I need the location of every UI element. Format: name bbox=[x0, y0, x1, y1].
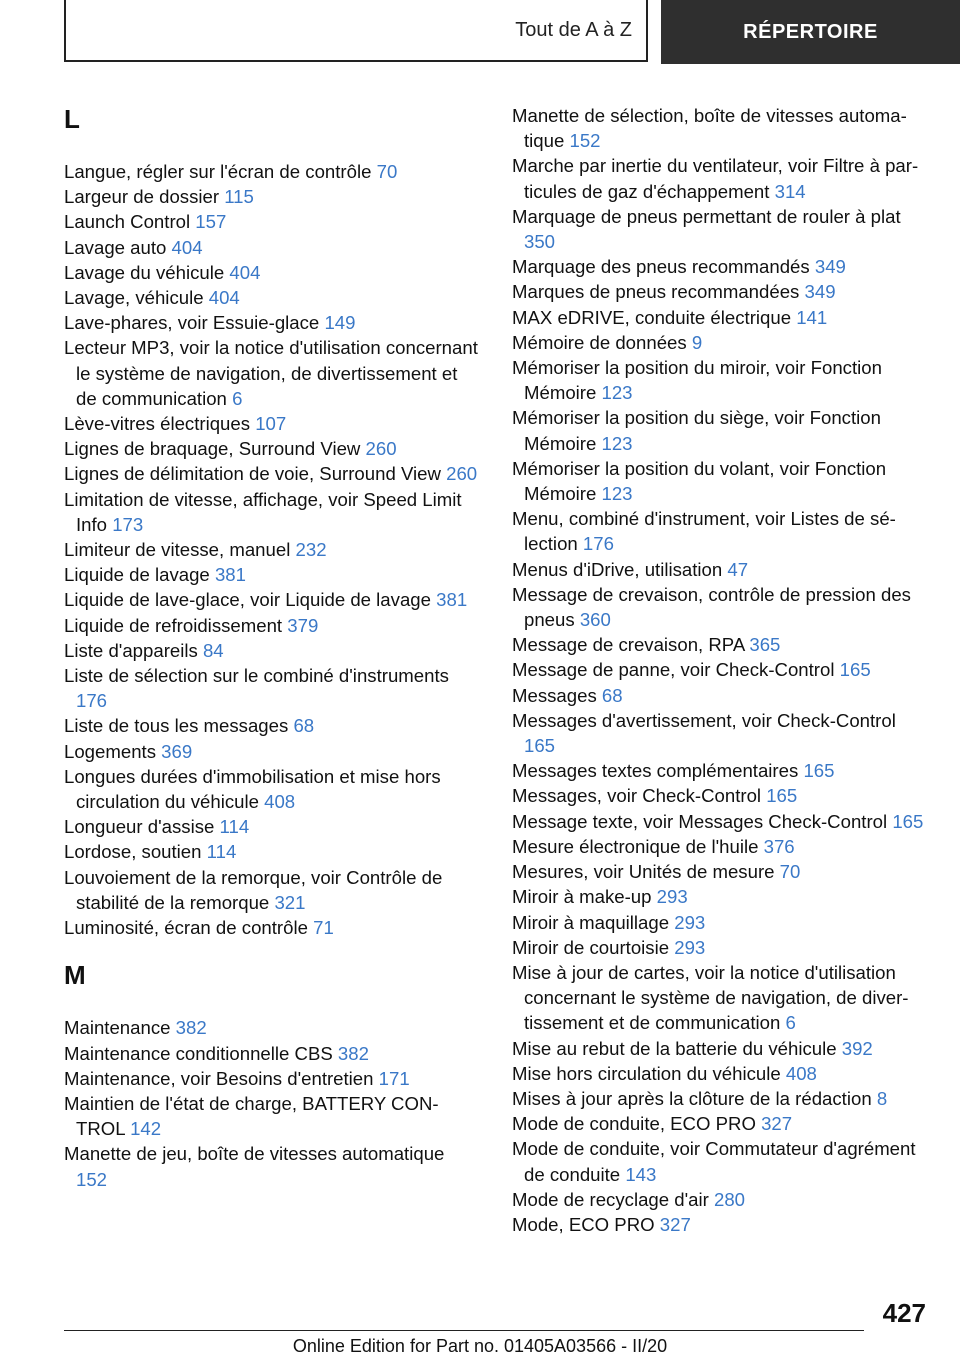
page-reference-link[interactable]: 8 bbox=[876, 1087, 888, 1109]
page-reference-link[interactable]: 68 bbox=[293, 715, 315, 737]
index-entry bbox=[512, 456, 928, 506]
index-entry-text: Liste d'appareils bbox=[64, 639, 198, 661]
index-entry bbox=[512, 657, 928, 682]
page-reference-link[interactable]: 165 bbox=[839, 659, 871, 681]
page-reference-link[interactable]: 293 bbox=[674, 936, 706, 958]
index-entry-text: Marche par inertie du ventilateur, voir Filtre à particules de gaz d'échappement bbox=[512, 155, 919, 202]
page-reference-link[interactable]: 376 bbox=[763, 835, 795, 857]
page-reference-link[interactable]: 115 bbox=[224, 186, 254, 208]
index-entry-text: Liste de tous les messages bbox=[64, 715, 289, 737]
index-entry bbox=[64, 915, 480, 940]
index-entry-text: Maintenance, voir Besoins d'entretien bbox=[64, 1067, 374, 1089]
index-entry bbox=[512, 1086, 928, 1111]
index-entry bbox=[64, 184, 480, 209]
index-entry-text: Mise au rebut de la batterie du véhicule bbox=[512, 1037, 837, 1059]
index-entry-text: Lecteur MP3, voir la notice d'utilisation concernant le système de navigation, de divertissement et de communication bbox=[64, 337, 478, 409]
index-entry-text: Launch Control bbox=[64, 211, 191, 233]
index-entry-text: Mises à jour après la clôture de la rédaction bbox=[512, 1087, 872, 1109]
index-entry bbox=[512, 1036, 928, 1061]
index-entry-text: Mémoriser la position du siège, voir Fonction Mémoire bbox=[512, 407, 881, 454]
index-entry bbox=[64, 814, 480, 839]
page-reference-link[interactable]: 123 bbox=[601, 382, 633, 404]
section-letter-l: L bbox=[64, 104, 80, 134]
page-reference-link[interactable]: 70 bbox=[779, 861, 801, 883]
index-entry bbox=[512, 103, 928, 153]
index-entry-text: Limitation de vitesse, affichage, voir Speed Limit Info bbox=[64, 488, 462, 535]
index-entry bbox=[512, 305, 928, 330]
index-entry bbox=[64, 663, 480, 713]
index-entry-text: Luminosité, écran de contrôle bbox=[64, 917, 308, 939]
page-reference-link[interactable]: 349 bbox=[814, 256, 846, 278]
index-entry-text: Marques de pneus recommandées bbox=[512, 281, 800, 303]
page-reference-link[interactable]: 165 bbox=[803, 760, 835, 782]
index-entry-text: Menus d'iDrive, utilisation bbox=[512, 558, 723, 580]
page-reference-link[interactable]: 404 bbox=[208, 287, 240, 309]
footer-divider bbox=[64, 1330, 864, 1331]
page-reference-link[interactable]: 9 bbox=[691, 331, 703, 353]
index-entry bbox=[64, 1091, 480, 1141]
index-entry-text: Mode de conduite, voir Commutateur d'agrément de conduite bbox=[512, 1138, 916, 1185]
page-reference-link[interactable]: 369 bbox=[161, 740, 193, 762]
page-reference-link[interactable]: 6 bbox=[785, 1012, 796, 1034]
page-reference-link[interactable]: 141 bbox=[796, 306, 828, 328]
index-entry bbox=[64, 537, 480, 562]
page-reference-link[interactable]: 107 bbox=[255, 413, 287, 435]
index-entry bbox=[64, 739, 480, 764]
index-entry bbox=[64, 1066, 480, 1091]
page-reference-link[interactable]: 123 bbox=[601, 483, 633, 505]
page-reference-link[interactable]: 260 bbox=[365, 438, 397, 460]
index-entry-text: Maintenance conditionnelle CBS bbox=[64, 1042, 333, 1064]
page-reference-link[interactable]: 321 bbox=[274, 891, 306, 913]
index-entry bbox=[64, 764, 480, 814]
index-entry-text: Longueur d'assise bbox=[64, 816, 215, 838]
index-entry bbox=[64, 159, 480, 184]
page-reference-link[interactable]: 123 bbox=[601, 432, 633, 454]
index-entry-text: Mesures, voir Unités de mesure bbox=[512, 861, 775, 883]
page-reference-link[interactable]: 293 bbox=[656, 886, 688, 908]
index-entry-text: Liquide de lavage bbox=[64, 564, 210, 586]
index-entry bbox=[512, 683, 928, 708]
index-entry bbox=[64, 1041, 480, 1066]
index-entry-text: Lavage auto bbox=[64, 236, 167, 258]
page-reference-link[interactable]: 408 bbox=[264, 791, 296, 813]
page-reference-link[interactable]: 114 bbox=[206, 841, 237, 863]
index-entry-text: Limiteur de vitesse, manuel bbox=[64, 539, 291, 561]
page-reference-link[interactable]: 176 bbox=[76, 690, 108, 712]
index-entry-text: Lavage, véhicule bbox=[64, 287, 204, 309]
index-entry-text: Messages, voir Check-Control bbox=[512, 785, 762, 807]
index-entry-text: Manette de sélection, boîte de vitesses automatique bbox=[512, 105, 907, 152]
page-reference-link[interactable]: 173 bbox=[112, 513, 144, 535]
index-entry bbox=[64, 436, 480, 461]
index-entry bbox=[64, 310, 480, 335]
index-entry-text: Liquide de lave-glace, voir Liquide de lavage bbox=[64, 589, 431, 611]
index-entry bbox=[64, 487, 480, 537]
page-reference-link[interactable]: 327 bbox=[761, 1113, 793, 1135]
page-reference-link[interactable]: 327 bbox=[659, 1213, 691, 1235]
page-reference-link[interactable]: 84 bbox=[202, 639, 224, 661]
index-entry-text: Mesure électronique de l'huile bbox=[512, 835, 759, 857]
index-entry bbox=[512, 254, 928, 279]
index-entry bbox=[512, 783, 928, 808]
index-column-right bbox=[512, 103, 928, 1237]
index-entry bbox=[512, 935, 928, 960]
index-entry-text: Lève-vitres électriques bbox=[64, 413, 251, 435]
page-reference-link[interactable]: 404 bbox=[229, 261, 261, 283]
page-reference-link[interactable]: 381 bbox=[214, 564, 246, 586]
page-reference-link[interactable]: 408 bbox=[785, 1062, 817, 1084]
index-entry-text: Messages d'avertissement, voir Check-Control bbox=[512, 709, 896, 731]
index-entry bbox=[512, 809, 928, 834]
index-entry-text: Lignes de délimitation de voie, Surround View bbox=[64, 463, 441, 485]
index-entry-text: Longues durées d'immobilisation et mise hors circulation du véhicule bbox=[64, 765, 441, 813]
page-reference-link[interactable]: 165 bbox=[524, 735, 556, 757]
index-entry-text: Liquide de refroidissement bbox=[64, 614, 283, 636]
index-entry-text: Maintien de l'état de charge, BATTERY CONTROL bbox=[64, 1092, 439, 1140]
page-number: 427 bbox=[882, 1298, 926, 1328]
index-entry-text: Mode de conduite, ECO PRO bbox=[512, 1113, 756, 1135]
page-reference-link[interactable]: 392 bbox=[841, 1037, 873, 1059]
index-entry bbox=[64, 613, 480, 638]
index-entry bbox=[64, 587, 480, 612]
page-reference-link[interactable]: 152 bbox=[76, 1168, 108, 1190]
index-entry-text: Mémoriser la position du miroir, voir Fonction Mémoire bbox=[512, 357, 882, 404]
index-entry-text: Lordose, soutien bbox=[64, 841, 202, 863]
index-entry-text: Menu, combiné d'instrument, voir Listes de sélection bbox=[512, 508, 896, 555]
index-entry-text: Marquage de pneus permettant de rouler à plat bbox=[512, 205, 901, 227]
index-entry-text: Message texte, voir Messages Check-Control bbox=[512, 810, 888, 832]
page-reference-link[interactable]: 379 bbox=[287, 614, 319, 636]
index-entry-text: Lave-phares, voir Essuie-glace bbox=[64, 312, 320, 334]
index-entry bbox=[512, 582, 928, 632]
page-reference-link[interactable]: 360 bbox=[579, 609, 611, 631]
index-entry-text: Marquage des pneus recommandés bbox=[512, 256, 810, 278]
index-entry-text: Miroir de courtoisie bbox=[512, 936, 670, 958]
index-entry bbox=[512, 632, 928, 657]
page-reference-link[interactable]: 70 bbox=[376, 161, 398, 182]
index-entry bbox=[64, 638, 480, 663]
index-entry bbox=[512, 1136, 928, 1186]
index-entry bbox=[512, 708, 928, 758]
index-entry-text: Mise hors circulation du véhicule bbox=[512, 1062, 781, 1084]
index-entry bbox=[512, 279, 928, 304]
index-list-m-continued bbox=[512, 103, 928, 1237]
index-entry-text: Langue, régler sur l'écran de contrôle bbox=[64, 161, 372, 182]
index-entry-text: Louvoiement de la remorque, voir Contrôle de stabilité de la remorque bbox=[64, 866, 443, 913]
index-entry bbox=[512, 910, 928, 935]
page-reference-link[interactable]: 381 bbox=[436, 589, 468, 611]
page-reference-link[interactable]: 143 bbox=[625, 1163, 657, 1185]
page-reference-link[interactable]: 171 bbox=[378, 1067, 410, 1089]
index-entry-text: Mode, ECO PRO bbox=[512, 1213, 655, 1235]
index-entry bbox=[512, 1061, 928, 1086]
index-entry-text: Miroir à make-up bbox=[512, 886, 652, 908]
page-reference-link[interactable]: 114 bbox=[219, 816, 250, 838]
index-entry bbox=[512, 834, 928, 859]
index-entry bbox=[64, 839, 480, 864]
index-entry-text: Mémoire de données bbox=[512, 331, 687, 353]
index-entry bbox=[64, 461, 480, 486]
index-entry bbox=[512, 330, 928, 355]
index-entry-text: Message de panne, voir Check-Control bbox=[512, 659, 835, 681]
page-reference-link[interactable]: 382 bbox=[175, 1017, 207, 1039]
index-entry bbox=[64, 235, 480, 260]
page-reference-link[interactable]: 232 bbox=[295, 539, 327, 561]
index-entry-text: Maintenance bbox=[64, 1017, 171, 1039]
tab-tout-de-a-a-z[interactable]: Tout de A à Z bbox=[64, 0, 648, 62]
index-column-left bbox=[64, 100, 480, 1192]
index-entry bbox=[512, 1212, 928, 1237]
footer-edition: Online Edition for Part no. 01405A03566 - II/20 bbox=[292, 1336, 668, 1356]
header-tabs bbox=[64, 0, 960, 66]
page-reference-link[interactable]: 350 bbox=[524, 231, 556, 253]
index-entry bbox=[512, 859, 928, 884]
index-entry-text: Mémoriser la position du volant, voir Fonction Mémoire bbox=[512, 457, 887, 505]
page-reference-link[interactable]: 280 bbox=[714, 1188, 746, 1210]
index-list-m bbox=[64, 1015, 480, 1191]
index-entry bbox=[512, 1111, 928, 1136]
page-reference-link[interactable]: 260 bbox=[446, 463, 478, 485]
index-entry bbox=[64, 1015, 480, 1040]
index-entry-text: Message de crevaison, RPA bbox=[512, 634, 745, 656]
page-reference-link[interactable]: 314 bbox=[774, 180, 806, 202]
index-entry bbox=[512, 960, 928, 1036]
index-entry-text: Liste de sélection sur le combiné d'instruments bbox=[64, 665, 449, 687]
index-entry-text: Message de crevaison, contrôle de pression des pneus bbox=[512, 583, 911, 631]
index-entry bbox=[64, 335, 480, 411]
index-entry bbox=[512, 557, 928, 582]
page-reference-link[interactable]: 349 bbox=[804, 281, 836, 303]
page-reference-link[interactable]: 71 bbox=[313, 917, 334, 939]
index-entry bbox=[512, 204, 928, 254]
index-entry bbox=[64, 411, 480, 436]
page-reference-link[interactable]: 149 bbox=[324, 312, 356, 334]
index-entry-text: Miroir à maquillage bbox=[512, 911, 670, 933]
page-reference-link[interactable]: 382 bbox=[337, 1042, 369, 1064]
index-entry bbox=[64, 209, 480, 234]
page-reference-link[interactable]: 6 bbox=[232, 387, 243, 409]
tab-repertoire[interactable]: RÉPERTOIRE bbox=[661, 0, 960, 64]
page-reference-link[interactable]: 165 bbox=[766, 785, 798, 807]
index-entry bbox=[512, 1187, 928, 1212]
page-reference-link[interactable]: 165 bbox=[892, 810, 924, 832]
index-list-l bbox=[64, 159, 480, 940]
section-letter-m: M bbox=[64, 960, 86, 991]
page-reference-link[interactable]: 47 bbox=[727, 558, 749, 580]
page-reference-link[interactable]: 152 bbox=[569, 130, 601, 152]
page-reference-link[interactable]: 176 bbox=[582, 533, 614, 555]
index-entry bbox=[512, 355, 928, 405]
index-entry bbox=[512, 405, 928, 455]
index-entry bbox=[64, 865, 480, 915]
index-entry bbox=[512, 153, 928, 203]
page-reference-link[interactable]: 157 bbox=[195, 211, 227, 233]
index-entry bbox=[64, 1141, 480, 1191]
index-entry bbox=[64, 713, 480, 738]
index-entry-text: Largeur de dossier bbox=[64, 186, 220, 208]
index-entry-text: Logements bbox=[64, 740, 156, 762]
index-entry-text: Lignes de braquage, Surround View bbox=[64, 438, 361, 460]
page-reference-link[interactable]: 142 bbox=[130, 1118, 162, 1140]
index-entry bbox=[64, 260, 480, 285]
index-entry bbox=[64, 562, 480, 587]
index-entry-text: Messages textes complémentaires bbox=[512, 760, 799, 782]
page-reference-link[interactable]: 293 bbox=[674, 911, 706, 933]
index-entry-text: Mode de recyclage d'air bbox=[512, 1188, 709, 1210]
index-entry bbox=[512, 884, 928, 909]
page-reference-link[interactable]: 404 bbox=[171, 236, 203, 258]
index-entry bbox=[512, 506, 928, 556]
page-reference-link[interactable]: 365 bbox=[749, 634, 781, 656]
index-entry bbox=[64, 285, 480, 310]
page-reference-link[interactable]: 68 bbox=[601, 684, 623, 706]
index-entry-text: Mise à jour de cartes, voir la notice d'utilisation concernant le système de navigation, de divertissement et de communication bbox=[512, 961, 909, 1034]
index-entry-text: Lavage du véhicule bbox=[64, 261, 225, 283]
index-entry-text: Manette de jeu, boîte de vitesses automatique bbox=[64, 1143, 445, 1165]
index-entry-text: Messages bbox=[512, 684, 597, 706]
index-entry bbox=[512, 758, 928, 783]
index-entry-text: MAX eDRIVE, conduite électrique bbox=[512, 306, 792, 328]
